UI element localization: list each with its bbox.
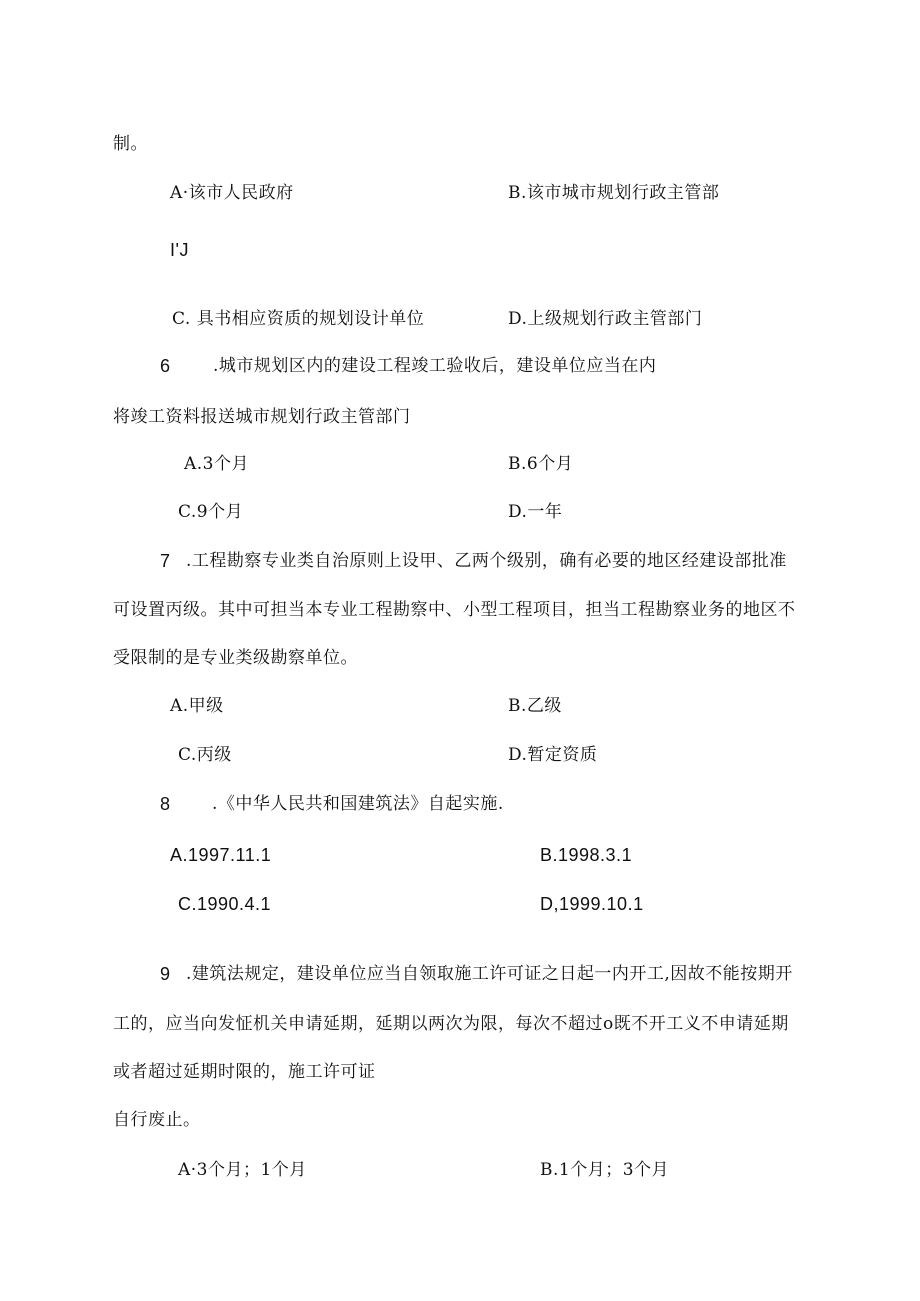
- option-a: A·3个月；1个月: [178, 1160, 307, 1180]
- option-b: B.1998.3.1: [540, 845, 633, 865]
- question-text: 或者超过延期时限的，施工许可证: [113, 1062, 376, 1082]
- question-text: 工的，应当向发怔机关申请延期，延期以两次为限，每次不超过o既不开工义不申请延期: [113, 1014, 789, 1034]
- question-text: .工程勘察专业类自治原则上设甲、乙两个级别，确有必要的地区经建设部批准: [186, 551, 787, 571]
- option-b: B.该市城市规划行政主管部: [508, 183, 720, 203]
- question-number: 7: [160, 551, 171, 571]
- question-number: 9: [160, 964, 171, 984]
- option-b: B.乙级: [508, 696, 562, 716]
- option-a: A.3个月: [184, 454, 249, 474]
- question-text: .《中华人民共和国建筑法》自起实施.: [212, 794, 504, 814]
- question-text: 受限制的是专业类级勘察单位。: [113, 648, 358, 668]
- option-d: D.暂定资质: [508, 745, 598, 765]
- option-a: A·该市人民政府: [170, 183, 294, 203]
- option-d: D,1999.10.1: [540, 894, 644, 914]
- option-c: C.1990.4.1: [178, 894, 272, 914]
- question-number: 6: [160, 356, 171, 376]
- option-a: A.1997.11.1: [170, 845, 272, 865]
- option-d: D.上级规划行政主管部门: [508, 309, 703, 329]
- option-c: C. 具书相应资质的规划设计单位: [172, 309, 425, 329]
- question-text: 可设置丙级。其中可担当本专业工程勘察中、小型工程项目，担当工程勘察业务的地区不: [113, 600, 796, 620]
- question-number: 8: [160, 794, 171, 814]
- option-b: B.1个月；3个月: [540, 1160, 670, 1180]
- question-text: .城市规划区内的建设工程竣工验收后，建设单位应当在内: [213, 356, 657, 376]
- text-fragment: I'J: [170, 240, 189, 260]
- question-text: 自行废止。: [113, 1110, 201, 1130]
- question-text: 将竣工资料报送城市规划行政主管部门: [113, 407, 411, 427]
- option-c: C.丙级: [178, 745, 232, 765]
- option-b: B.6个月: [508, 454, 574, 474]
- option-c: C.9个月: [178, 502, 244, 522]
- option-a: A.甲级: [170, 696, 224, 716]
- text-line: 制。: [113, 134, 148, 154]
- option-d: D.一年: [508, 502, 563, 522]
- question-text: .建筑法规定，建设单位应当自领取施工许可证之日起一内开工,因故不能按期开: [186, 964, 793, 984]
